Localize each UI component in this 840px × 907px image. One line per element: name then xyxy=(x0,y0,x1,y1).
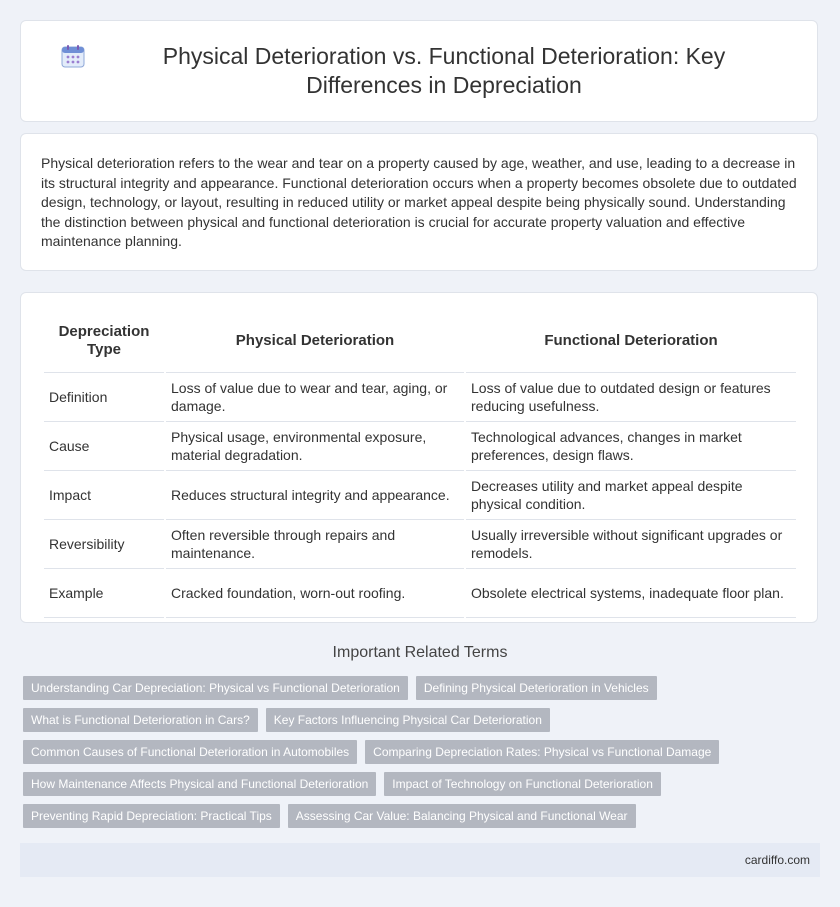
column-header-functional: Functional Deterioration xyxy=(544,332,718,349)
functional-cell: Loss of value due to outdated design or features reducing usefulness. xyxy=(466,372,796,421)
row-label: Example xyxy=(44,568,164,618)
related-term-tag[interactable]: What is Functional Deterioration in Cars? xyxy=(23,708,258,732)
table-row xyxy=(44,372,796,421)
related-term-tag[interactable]: How Maintenance Affects Physical and Functional Deterioration xyxy=(23,772,376,796)
row-label: Reversibility xyxy=(44,519,164,568)
physical-cell: Reduces structural integrity and appearance. xyxy=(166,470,464,519)
functional-cell: Usually irreversible without significant upgrades or remodels. xyxy=(466,519,796,568)
related-term-tag[interactable]: Preventing Rapid Depreciation: Practical Tips xyxy=(23,804,280,828)
physical-cell: Cracked foundation, worn-out roofing. xyxy=(166,568,464,618)
page-title: Physical Deterioration vs. Functional Deterioration: Key Differences in Depreciation xyxy=(162,43,726,98)
intro-card xyxy=(20,133,818,271)
related-terms-heading: Important Related Terms xyxy=(332,644,508,661)
column-header-physical: Physical Deterioration xyxy=(235,332,395,349)
table-header-row xyxy=(44,310,796,372)
footer xyxy=(20,843,820,877)
physical-cell: Physical usage, environmental exposure, material degradation. xyxy=(166,421,464,470)
related-terms-list xyxy=(23,676,823,836)
footer-site-link[interactable]: cardiffo.com xyxy=(744,853,810,867)
row-label: Definition xyxy=(44,372,164,421)
calendar-icon xyxy=(61,44,85,68)
table-row xyxy=(44,421,796,470)
physical-cell: Often reversible through repairs and maintenance. xyxy=(166,519,464,568)
comparison-table xyxy=(42,310,798,618)
comparison-card xyxy=(20,292,818,623)
table-row xyxy=(44,519,796,568)
functional-cell: Obsolete electrical systems, inadequate floor plan. xyxy=(466,568,796,618)
table-row xyxy=(44,568,796,618)
physical-cell: Loss of value due to wear and tear, aging, or damage. xyxy=(166,372,464,421)
column-header-type: Depreciation Type xyxy=(58,323,150,358)
functional-cell: Technological advances, changes in market preferences, design flaws. xyxy=(466,421,796,470)
table-row xyxy=(44,470,796,519)
related-term-tag[interactable]: Assessing Car Value: Balancing Physical and Functional Wear xyxy=(288,804,636,828)
related-term-tag[interactable]: Impact of Technology on Functional Deterioration xyxy=(384,772,661,796)
functional-cell: Decreases utility and market appeal despite physical condition. xyxy=(466,470,796,519)
row-label: Cause xyxy=(44,421,164,470)
header-card xyxy=(20,20,818,122)
related-term-tag[interactable]: Understanding Car Depreciation: Physical vs Functional Deterioration xyxy=(23,676,408,700)
related-term-tag[interactable]: Common Causes of Functional Deterioration in Automobiles xyxy=(23,740,357,764)
related-term-tag[interactable]: Defining Physical Deterioration in Vehicles xyxy=(416,676,657,700)
related-term-tag[interactable]: Comparing Depreciation Rates: Physical vs Functional Damage xyxy=(365,740,719,764)
related-term-tag[interactable]: Key Factors Influencing Physical Car Deterioration xyxy=(266,708,550,732)
row-label: Impact xyxy=(44,470,164,519)
intro-paragraph: Physical deterioration refers to the wear and tear on a property caused by age, weather, and use, leading to a decrease in its structural integrity and appearance. Functional deterioration occurs when a property becomes obsolete due to outdated design, technology, or layout, resulting in reduced utility or market appeal despite being physically sound. Understanding the distinction between physical and functional deterioration is crucial for accurate property valuation and effective maintenance planning. xyxy=(41,155,797,249)
